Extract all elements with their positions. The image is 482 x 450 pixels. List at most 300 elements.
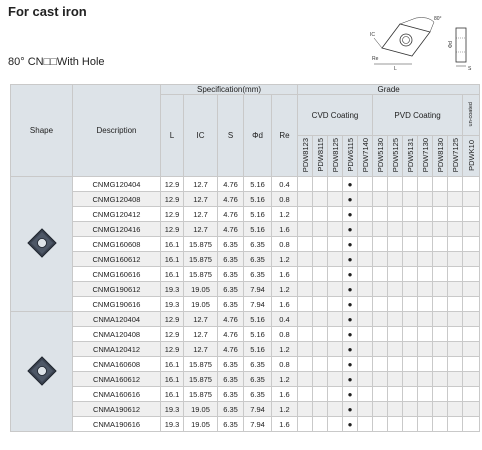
cell-grade-pdw8115 bbox=[313, 372, 328, 387]
cell-grade-pdw8125 bbox=[328, 207, 343, 222]
cell-grade-pdw7140 bbox=[358, 207, 373, 222]
table-row bbox=[11, 282, 480, 297]
cell-description: CNMG190616 bbox=[73, 297, 161, 312]
cell-grade-pdw8123 bbox=[298, 327, 313, 342]
cell-grade-pdw5131 bbox=[403, 282, 418, 297]
cell-description: CNMG160616 bbox=[73, 267, 161, 282]
cell-grade-pdw8115 bbox=[313, 327, 328, 342]
cell-grade-pdw6115: ● bbox=[343, 342, 358, 357]
cell-grade-pdw7140 bbox=[358, 402, 373, 417]
cell-grade-pdw6115: ● bbox=[343, 207, 358, 222]
cell-grade-pdw5131 bbox=[403, 252, 418, 267]
table-row bbox=[11, 237, 480, 252]
cell-grade-pdw8123 bbox=[298, 402, 313, 417]
cell-grade-pdw5130 bbox=[373, 237, 388, 252]
cell-grade-pdwk10 bbox=[463, 237, 480, 252]
cell-grade-pdwk10 bbox=[463, 177, 480, 192]
cell-re: 0.8 bbox=[272, 192, 298, 207]
cell-description: CNMG120404 bbox=[73, 177, 161, 192]
cell-grade-pdw8123 bbox=[298, 372, 313, 387]
cell-phid: 7.94 bbox=[244, 297, 272, 312]
cell-grade-pdwk10 bbox=[463, 342, 480, 357]
cell-grade-pdw5125 bbox=[388, 342, 403, 357]
grade-pdw8125: PDW8125 bbox=[328, 136, 343, 177]
cell-grade-pdw7125 bbox=[448, 357, 463, 372]
cell-re: 0.8 bbox=[272, 237, 298, 252]
cell-grade-pdw5131 bbox=[403, 342, 418, 357]
cell-s: 4.76 bbox=[218, 207, 244, 222]
cell-l: 16.1 bbox=[161, 372, 184, 387]
cell-grade-pdw7130 bbox=[418, 267, 433, 282]
cell-grade-pdw7140 bbox=[358, 417, 373, 432]
cell-grade-pdw7130 bbox=[418, 207, 433, 222]
cell-s: 4.76 bbox=[218, 342, 244, 357]
page-title: For cast iron bbox=[8, 4, 87, 19]
cell-grade-pdw8115 bbox=[313, 177, 328, 192]
cell-grade-pdw5130 bbox=[373, 312, 388, 327]
cell-grade-pdw8125 bbox=[328, 222, 343, 237]
cell-grade-pdw7125 bbox=[448, 297, 463, 312]
cell-grade-pdwk10 bbox=[463, 207, 480, 222]
cell-grade-pdw6115: ● bbox=[343, 327, 358, 342]
cell-grade-pdwk10 bbox=[463, 312, 480, 327]
cell-grade-pdw5125 bbox=[388, 237, 403, 252]
cell-grade-pdw7130 bbox=[418, 342, 433, 357]
cell-grade-pdw5125 bbox=[388, 387, 403, 402]
cell-ic: 12.7 bbox=[184, 312, 218, 327]
col-phid: Φd bbox=[244, 95, 272, 177]
cell-s: 6.35 bbox=[218, 267, 244, 282]
cell-s: 6.35 bbox=[218, 417, 244, 432]
cell-l: 16.1 bbox=[161, 387, 184, 402]
cell-grade-pdw5130 bbox=[373, 417, 388, 432]
cell-s: 4.76 bbox=[218, 312, 244, 327]
cell-ic: 15.875 bbox=[184, 237, 218, 252]
cell-grade-pdw5131 bbox=[403, 327, 418, 342]
cell-l: 12.9 bbox=[161, 192, 184, 207]
cell-description: CNMA160612 bbox=[73, 372, 161, 387]
cell-grade-pdw7125 bbox=[448, 387, 463, 402]
cell-l: 12.9 bbox=[161, 327, 184, 342]
cell-ic: 19.05 bbox=[184, 402, 218, 417]
cell-grade-pdw8130 bbox=[433, 417, 448, 432]
cell-grade-pdw7125 bbox=[448, 312, 463, 327]
cell-s: 4.76 bbox=[218, 222, 244, 237]
cell-grade-pdw8125 bbox=[328, 267, 343, 282]
table-row bbox=[11, 222, 480, 237]
cell-grade-pdw8130 bbox=[433, 207, 448, 222]
cell-grade-pdw5125 bbox=[388, 252, 403, 267]
cell-phid: 5.16 bbox=[244, 327, 272, 342]
cell-grade-pdw7140 bbox=[358, 387, 373, 402]
cell-grade-pdwk10 bbox=[463, 372, 480, 387]
cell-grade-pdw5130 bbox=[373, 252, 388, 267]
cell-grade-pdw7125 bbox=[448, 177, 463, 192]
cell-l: 16.1 bbox=[161, 267, 184, 282]
cell-re: 1.2 bbox=[272, 372, 298, 387]
col-s: S bbox=[218, 95, 244, 177]
cell-grade-pdw6115: ● bbox=[343, 192, 358, 207]
cell-grade-pdw8125 bbox=[328, 402, 343, 417]
cell-description: CNMG120416 bbox=[73, 222, 161, 237]
cell-grade-pdwk10 bbox=[463, 357, 480, 372]
cell-s: 6.35 bbox=[218, 387, 244, 402]
cell-grade-pdw7140 bbox=[358, 357, 373, 372]
shape-cnma-insert-icon bbox=[24, 353, 60, 389]
cell-grade-pdw8115 bbox=[313, 207, 328, 222]
cell-phid: 7.94 bbox=[244, 402, 272, 417]
cell-grade-pdw8123 bbox=[298, 267, 313, 282]
cell-grade-pdwk10 bbox=[463, 222, 480, 237]
diagram-angle-label: 80° bbox=[434, 16, 442, 22]
table-row bbox=[11, 357, 480, 372]
cell-s: 6.35 bbox=[218, 237, 244, 252]
cell-grade-pdw8130 bbox=[433, 342, 448, 357]
col-l: L bbox=[161, 95, 184, 177]
cell-re: 1.2 bbox=[272, 252, 298, 267]
col-ic: IC bbox=[184, 95, 218, 177]
cell-grade-pdw8130 bbox=[433, 402, 448, 417]
cell-grade-pdw8130 bbox=[433, 282, 448, 297]
cell-description: CNMA160616 bbox=[73, 387, 161, 402]
cell-description: CNMA120412 bbox=[73, 342, 161, 357]
cell-grade-pdw8130 bbox=[433, 192, 448, 207]
table-row bbox=[11, 402, 480, 417]
cell-grade-pdw7130 bbox=[418, 282, 433, 297]
cell-grade-pdw8125 bbox=[328, 282, 343, 297]
cell-grade-pdw6115: ● bbox=[343, 387, 358, 402]
cell-ic: 12.7 bbox=[184, 327, 218, 342]
cell-description: CNMA160608 bbox=[73, 357, 161, 372]
cell-grade-pdw7140 bbox=[358, 177, 373, 192]
cell-grade-pdw6115: ● bbox=[343, 417, 358, 432]
cell-phid: 7.94 bbox=[244, 417, 272, 432]
cell-grade-pdw5130 bbox=[373, 327, 388, 342]
cell-grade-pdw6115: ● bbox=[343, 357, 358, 372]
cell-grade-pdw8130 bbox=[433, 357, 448, 372]
grade-pdw5125: PDW5125 bbox=[388, 136, 403, 177]
cell-grade-pdw5125 bbox=[388, 222, 403, 237]
cell-grade-pdw8115 bbox=[313, 267, 328, 282]
cell-grade-pdw8123 bbox=[298, 387, 313, 402]
cell-grade-pdw5125 bbox=[388, 192, 403, 207]
col-grade: Grade bbox=[298, 85, 480, 95]
cell-grade-pdw8123 bbox=[298, 252, 313, 267]
cell-grade-pdw7125 bbox=[448, 237, 463, 252]
cell-grade-pdw7130 bbox=[418, 252, 433, 267]
cell-ic: 15.875 bbox=[184, 267, 218, 282]
cell-l: 12.9 bbox=[161, 207, 184, 222]
cell-l: 16.1 bbox=[161, 252, 184, 267]
cell-grade-pdw8123 bbox=[298, 297, 313, 312]
col-description: Description bbox=[73, 85, 161, 177]
cell-description: CNMG120412 bbox=[73, 207, 161, 222]
cell-re: 1.6 bbox=[272, 417, 298, 432]
diagram-re-label: Re bbox=[372, 56, 379, 62]
cell-l: 19.3 bbox=[161, 297, 184, 312]
cell-phid: 6.35 bbox=[244, 357, 272, 372]
cell-grade-pdw7140 bbox=[358, 342, 373, 357]
grade-pdw5131: PDW5131 bbox=[403, 136, 418, 177]
cell-grade-pdw8115 bbox=[313, 297, 328, 312]
cell-re: 1.2 bbox=[272, 402, 298, 417]
cell-grade-pdw5125 bbox=[388, 417, 403, 432]
cell-grade-pdw8130 bbox=[433, 297, 448, 312]
cell-l: 12.9 bbox=[161, 342, 184, 357]
cell-grade-pdw8115 bbox=[313, 192, 328, 207]
diagram-ic-label: IC bbox=[370, 32, 375, 38]
cell-grade-pdw5130 bbox=[373, 372, 388, 387]
cell-re: 0.4 bbox=[272, 312, 298, 327]
cell-grade-pdw5125 bbox=[388, 297, 403, 312]
cell-re: 1.6 bbox=[272, 267, 298, 282]
cell-grade-pdw5131 bbox=[403, 417, 418, 432]
cell-grade-pdw7125 bbox=[448, 192, 463, 207]
cell-grade-pdw5125 bbox=[388, 402, 403, 417]
table-row bbox=[11, 207, 480, 222]
cell-grade-pdw8115 bbox=[313, 402, 328, 417]
col-specification: Specification(mm) bbox=[161, 85, 298, 95]
cell-grade-pdw7125 bbox=[448, 372, 463, 387]
cell-grade-pdw5130 bbox=[373, 387, 388, 402]
cell-phid: 5.16 bbox=[244, 222, 272, 237]
grade-pdw7140: PDW7140 bbox=[358, 136, 373, 177]
table-row bbox=[11, 267, 480, 282]
cell-grade-pdw8123 bbox=[298, 342, 313, 357]
table-row bbox=[11, 342, 480, 357]
cell-s: 6.35 bbox=[218, 282, 244, 297]
cell-re: 1.2 bbox=[272, 282, 298, 297]
cell-grade-pdw8115 bbox=[313, 387, 328, 402]
cell-grade-pdw5125 bbox=[388, 357, 403, 372]
cell-grade-pdw6115: ● bbox=[343, 177, 358, 192]
cell-grade-pdw5131 bbox=[403, 222, 418, 237]
cell-grade-pdw5131 bbox=[403, 402, 418, 417]
cell-grade-pdw7130 bbox=[418, 402, 433, 417]
cell-grade-pdw5130 bbox=[373, 342, 388, 357]
cell-re: 1.6 bbox=[272, 222, 298, 237]
cell-grade-pdw7130 bbox=[418, 297, 433, 312]
cell-grade-pdw8115 bbox=[313, 222, 328, 237]
table-row bbox=[11, 177, 480, 192]
cell-re: 0.8 bbox=[272, 357, 298, 372]
table-row bbox=[11, 327, 480, 342]
grade-pdw7125: PDW7125 bbox=[448, 136, 463, 177]
cell-grade-pdw7125 bbox=[448, 342, 463, 357]
cell-grade-pdw7140 bbox=[358, 297, 373, 312]
cell-grade-pdw7130 bbox=[418, 372, 433, 387]
cell-grade-pdw8125 bbox=[328, 177, 343, 192]
cell-re: 1.2 bbox=[272, 342, 298, 357]
cell-ic: 15.875 bbox=[184, 357, 218, 372]
cell-grade-pdw8130 bbox=[433, 312, 448, 327]
cell-grade-pdw8125 bbox=[328, 192, 343, 207]
insert-diagram-icon bbox=[370, 14, 480, 76]
cell-grade-pdw5131 bbox=[403, 207, 418, 222]
table-row bbox=[11, 252, 480, 267]
diagram-l-label: L bbox=[394, 66, 397, 72]
cell-grade-pdw6115: ● bbox=[343, 402, 358, 417]
cell-grade-pdw8130 bbox=[433, 177, 448, 192]
specification-table bbox=[10, 84, 480, 432]
group-uncoated: un-coated bbox=[463, 95, 480, 136]
cell-grade-pdw8123 bbox=[298, 177, 313, 192]
diagram-s-label: S bbox=[468, 66, 472, 72]
cell-grade-pdw7125 bbox=[448, 207, 463, 222]
cell-grade-pdwk10 bbox=[463, 192, 480, 207]
cell-grade-pdw5130 bbox=[373, 297, 388, 312]
cell-description: CNMA190612 bbox=[73, 402, 161, 417]
cell-grade-pdw8123 bbox=[298, 222, 313, 237]
cell-phid: 5.16 bbox=[244, 342, 272, 357]
cell-grade-pdw8125 bbox=[328, 342, 343, 357]
cell-grade-pdw7130 bbox=[418, 327, 433, 342]
cell-description: CNMG160608 bbox=[73, 237, 161, 252]
diagram-phid-label: Φd bbox=[448, 41, 454, 48]
cell-grade-pdw6115: ● bbox=[343, 267, 358, 282]
cell-s: 4.76 bbox=[218, 177, 244, 192]
cell-grade-pdw7140 bbox=[358, 237, 373, 252]
cell-grade-pdw5131 bbox=[403, 192, 418, 207]
cell-grade-pdwk10 bbox=[463, 267, 480, 282]
cell-grade-pdw5125 bbox=[388, 267, 403, 282]
cell-grade-pdw5125 bbox=[388, 312, 403, 327]
cell-grade-pdw8123 bbox=[298, 357, 313, 372]
cell-grade-pdw8125 bbox=[328, 312, 343, 327]
cell-grade-pdw5130 bbox=[373, 282, 388, 297]
cell-grade-pdwk10 bbox=[463, 297, 480, 312]
cell-grade-pdw7140 bbox=[358, 327, 373, 342]
cell-grade-pdw8125 bbox=[328, 357, 343, 372]
cell-ic: 12.7 bbox=[184, 207, 218, 222]
cell-grade-pdw8115 bbox=[313, 417, 328, 432]
table-row bbox=[11, 312, 480, 327]
cell-grade-pdwk10 bbox=[463, 417, 480, 432]
cell-grade-pdw7125 bbox=[448, 267, 463, 282]
cell-grade-pdw7140 bbox=[358, 267, 373, 282]
cell-grade-pdw5131 bbox=[403, 357, 418, 372]
cell-grade-pdw6115: ● bbox=[343, 297, 358, 312]
col-shape: Shape bbox=[11, 85, 73, 177]
cell-ic: 12.7 bbox=[184, 222, 218, 237]
cell-s: 6.35 bbox=[218, 357, 244, 372]
cell-phid: 6.35 bbox=[244, 237, 272, 252]
cell-grade-pdw6115: ● bbox=[343, 312, 358, 327]
cell-grade-pdwk10 bbox=[463, 252, 480, 267]
cell-phid: 6.35 bbox=[244, 387, 272, 402]
cell-grade-pdw5131 bbox=[403, 387, 418, 402]
cell-grade-pdw5130 bbox=[373, 177, 388, 192]
cell-grade-pdw5131 bbox=[403, 237, 418, 252]
cell-grade-pdw8123 bbox=[298, 207, 313, 222]
cell-grade-pdw7130 bbox=[418, 387, 433, 402]
table-row bbox=[11, 372, 480, 387]
cell-description: CNMG120408 bbox=[73, 192, 161, 207]
cell-grade-pdw7130 bbox=[418, 222, 433, 237]
cell-ic: 19.05 bbox=[184, 297, 218, 312]
cell-grade-pdw7130 bbox=[418, 192, 433, 207]
grade-pdw8123: PDW8123 bbox=[298, 136, 313, 177]
cell-grade-pdw6115: ● bbox=[343, 372, 358, 387]
cell-grade-pdw5130 bbox=[373, 402, 388, 417]
cell-grade-pdw5125 bbox=[388, 282, 403, 297]
cell-grade-pdw7130 bbox=[418, 357, 433, 372]
cell-ic: 12.7 bbox=[184, 192, 218, 207]
cell-grade-pdw7130 bbox=[418, 177, 433, 192]
cell-grade-pdw7125 bbox=[448, 402, 463, 417]
cell-l: 19.3 bbox=[161, 282, 184, 297]
cell-grade-pdw5131 bbox=[403, 267, 418, 282]
cell-grade-pdw7125 bbox=[448, 252, 463, 267]
cell-phid: 5.16 bbox=[244, 192, 272, 207]
cell-grade-pdw8130 bbox=[433, 267, 448, 282]
cell-grade-pdw5130 bbox=[373, 207, 388, 222]
cell-s: 6.35 bbox=[218, 402, 244, 417]
cell-phid: 5.16 bbox=[244, 312, 272, 327]
cell-grade-pdw7125 bbox=[448, 417, 463, 432]
cell-grade-pdw5125 bbox=[388, 327, 403, 342]
cell-grade-pdw7140 bbox=[358, 282, 373, 297]
cell-grade-pdw6115: ● bbox=[343, 282, 358, 297]
cell-ic: 19.05 bbox=[184, 282, 218, 297]
cell-grade-pdw8115 bbox=[313, 237, 328, 252]
cell-phid: 5.16 bbox=[244, 207, 272, 222]
cell-grade-pdw8123 bbox=[298, 192, 313, 207]
cell-grade-pdw8125 bbox=[328, 252, 343, 267]
group-cvd-coating: CVD Coating bbox=[298, 95, 373, 136]
cell-grade-pdw8115 bbox=[313, 282, 328, 297]
cell-phid: 7.94 bbox=[244, 282, 272, 297]
cell-l: 16.1 bbox=[161, 357, 184, 372]
cell-s: 4.76 bbox=[218, 327, 244, 342]
grade-pdw7130: PDW7130 bbox=[418, 136, 433, 177]
cell-grade-pdw8123 bbox=[298, 417, 313, 432]
cell-ic: 12.7 bbox=[184, 342, 218, 357]
cell-ic: 15.875 bbox=[184, 387, 218, 402]
cell-grade-pdw5131 bbox=[403, 297, 418, 312]
cell-grade-pdw5131 bbox=[403, 312, 418, 327]
cell-description: CNMA120408 bbox=[73, 327, 161, 342]
cell-phid: 6.35 bbox=[244, 252, 272, 267]
cell-grade-pdw5130 bbox=[373, 267, 388, 282]
cell-grade-pdw6115: ● bbox=[343, 252, 358, 267]
cell-grade-pdw5130 bbox=[373, 222, 388, 237]
cell-grade-pdw8130 bbox=[433, 387, 448, 402]
cell-grade-pdw8125 bbox=[328, 237, 343, 252]
cell-re: 1.6 bbox=[272, 297, 298, 312]
cell-description: CNMA120404 bbox=[73, 312, 161, 327]
cell-grade-pdw7130 bbox=[418, 312, 433, 327]
subtitle: 80° CN□□With Hole bbox=[8, 56, 105, 68]
cell-grade-pdw8125 bbox=[328, 372, 343, 387]
shape-cell bbox=[11, 177, 73, 312]
table-row bbox=[11, 387, 480, 402]
cell-grade-pdw8115 bbox=[313, 342, 328, 357]
cell-grade-pdw7140 bbox=[358, 312, 373, 327]
cell-grade-pdw8125 bbox=[328, 297, 343, 312]
cell-grade-pdw7125 bbox=[448, 282, 463, 297]
cell-grade-pdw6115: ● bbox=[343, 222, 358, 237]
col-re: Re bbox=[272, 95, 298, 177]
cell-grade-pdw7125 bbox=[448, 327, 463, 342]
cell-grade-pdw5125 bbox=[388, 207, 403, 222]
cell-l: 19.3 bbox=[161, 417, 184, 432]
cell-s: 6.35 bbox=[218, 252, 244, 267]
cell-description: CNMG160612 bbox=[73, 252, 161, 267]
cell-grade-pdw7140 bbox=[358, 252, 373, 267]
group-pvd-coating: PVD Coating bbox=[373, 95, 463, 136]
grade-pdw5130: PDW5130 bbox=[373, 136, 388, 177]
